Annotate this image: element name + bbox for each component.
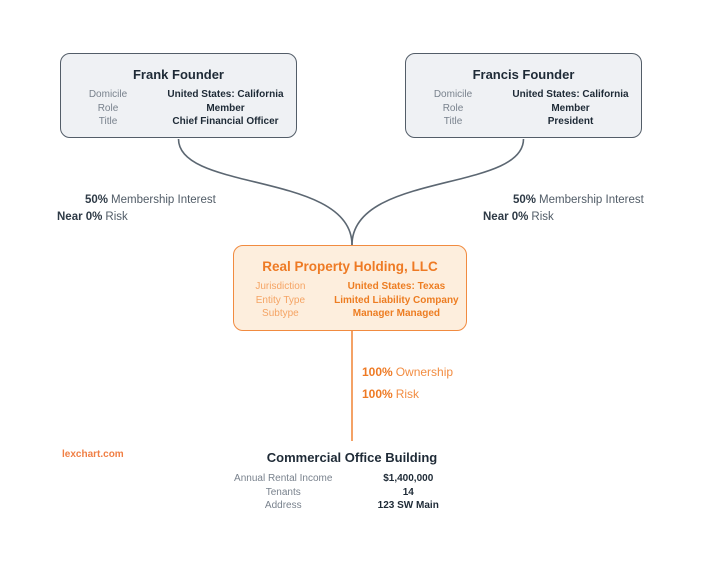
risk-text: Risk bbox=[395, 387, 420, 401]
node-frank-founder[interactable] bbox=[60, 53, 297, 138]
ownership-text: Ownership bbox=[395, 365, 454, 379]
attribute-label: Annual Rental Income bbox=[234, 473, 333, 484]
attribute-label: Subtype bbox=[262, 308, 299, 319]
attribute-row bbox=[234, 280, 466, 294]
node-attributes bbox=[61, 88, 296, 129]
attribute-row bbox=[61, 88, 296, 102]
edge-francis-to-holding bbox=[352, 139, 524, 245]
attribute-label: Tenants bbox=[265, 486, 301, 498]
attribute-value: Member bbox=[206, 102, 245, 114]
node-title: Francis Founder bbox=[472, 67, 575, 82]
attribute-value: Member bbox=[551, 102, 590, 114]
attribute-row bbox=[227, 486, 477, 500]
risk-text: Risk bbox=[531, 211, 554, 223]
attribute-label: Entity Type bbox=[255, 294, 306, 306]
attribute-value: Chief Financial Officer bbox=[172, 116, 279, 127]
interest-text: Membership Interest bbox=[539, 194, 644, 206]
node-attributes bbox=[406, 88, 641, 129]
attribute-label: Address bbox=[264, 500, 302, 511]
attribute-row bbox=[234, 307, 466, 321]
edge-label-ownership[interactable] bbox=[362, 365, 453, 379]
attribute-value: United States: California bbox=[167, 89, 284, 100]
attribute-row bbox=[406, 115, 641, 129]
interest-percent: 50% bbox=[513, 194, 537, 206]
attribute-value: United States: California bbox=[512, 89, 629, 100]
attribute-value: $1,400,000 bbox=[383, 473, 434, 484]
node-title: Frank Founder bbox=[132, 67, 224, 82]
edge-label-francis-interest[interactable] bbox=[513, 193, 644, 207]
edge-label-francis-risk[interactable] bbox=[483, 210, 554, 224]
risk-percent: 100% bbox=[362, 387, 393, 401]
attribute-value: Manager Managed bbox=[352, 308, 441, 319]
edge-label-frank-risk[interactable] bbox=[57, 210, 128, 224]
attribute-value: President bbox=[547, 116, 594, 127]
ownership-percent: 100% bbox=[362, 365, 393, 379]
attribute-label: Role bbox=[97, 102, 119, 114]
attribute-row bbox=[234, 294, 466, 308]
attribute-value: 14 bbox=[402, 486, 414, 498]
attribute-row bbox=[227, 499, 477, 513]
attribute-label: Domicile bbox=[433, 89, 473, 100]
attribute-value: Limited Liability Company bbox=[334, 294, 459, 306]
attribute-row bbox=[406, 102, 641, 116]
attribute-row bbox=[61, 115, 296, 129]
node-title: Real Property Holding, LLC bbox=[262, 259, 438, 274]
attribute-row bbox=[227, 472, 477, 486]
edge-frank-to-holding bbox=[179, 139, 353, 245]
attribute-label: Title bbox=[98, 116, 118, 127]
interest-percent: 50% bbox=[85, 194, 109, 206]
node-attributes bbox=[227, 472, 477, 513]
attribute-label: Domicile bbox=[88, 89, 128, 100]
attribute-label: Role bbox=[442, 102, 464, 114]
edge-label-ownership-risk[interactable] bbox=[362, 387, 419, 401]
interest-text: Membership Interest bbox=[111, 194, 216, 206]
node-commercial-office-building[interactable] bbox=[227, 450, 477, 513]
attribute-label: Title bbox=[443, 116, 463, 127]
node-title: Commercial Office Building bbox=[266, 450, 438, 465]
attribute-row bbox=[61, 102, 296, 116]
attribute-label: Jurisdiction bbox=[255, 281, 306, 292]
attribute-value: United States: Texas bbox=[347, 281, 446, 292]
node-attributes bbox=[234, 280, 466, 321]
risk-percent: Near 0% bbox=[57, 211, 103, 223]
lexchart-watermark-link[interactable]: lexchart.com bbox=[62, 449, 124, 460]
risk-percent: Near 0% bbox=[483, 211, 529, 223]
node-real-property-holding[interactable] bbox=[233, 245, 467, 331]
node-francis-founder[interactable] bbox=[405, 53, 642, 138]
attribute-value: 123 SW Main bbox=[377, 500, 439, 511]
risk-text: Risk bbox=[105, 211, 128, 223]
attribute-row bbox=[406, 88, 641, 102]
edge-label-frank-interest[interactable] bbox=[85, 193, 216, 207]
